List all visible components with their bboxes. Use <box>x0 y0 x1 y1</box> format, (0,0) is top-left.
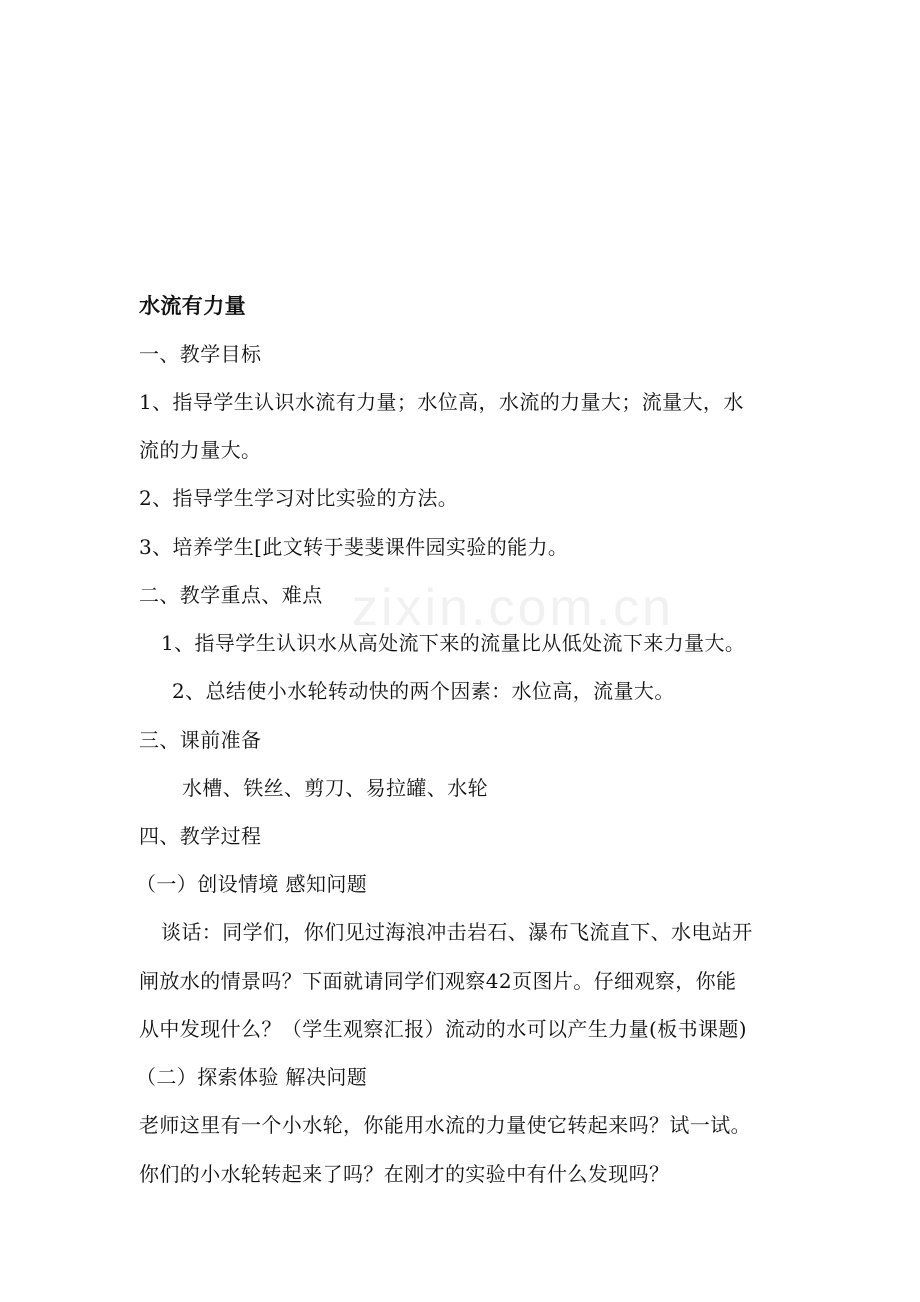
section-heading-objectives: 一、教学目标 <box>139 342 262 366</box>
paragraph-line: 2、总结使小水轮转动快的两个因素：水位高，流量大。 <box>172 679 675 703</box>
subsection-heading: （二）探索体验 解决问题 <box>136 1065 368 1089</box>
paragraph-line: 2、指导学生学习对比实验的方法。 <box>139 486 459 510</box>
paragraph-line: 谈话：同学们，你们见过海浪冲击岩石、瀑布飞流直下、水电站开 <box>161 920 753 944</box>
paragraph-line: 流的力量大。 <box>139 438 262 462</box>
paragraph-line: 闸放水的情景吗？下面就请同学们观察42页图片。仔细观察，你能 <box>139 969 737 993</box>
paragraph-line: 3、培养学生[此文转于斐斐课件园实验的能力。 <box>139 535 569 559</box>
paragraph-line: 1、指导学生认识水流有力量；水位高，水流的力量大；流量大，水 <box>139 390 744 414</box>
paragraph-line: 水槽、铁丝、剪刀、易拉罐、水轮 <box>182 776 488 800</box>
paragraph-line: 老师这里有一个小水轮，你能用水流的力量使它转起来吗？试一试。 <box>139 1113 751 1137</box>
watermark: zixin.com.cn <box>352 579 675 637</box>
paragraph-line: 从中发现什么？（学生观察汇报）流动的水可以产生力量(板书课题) <box>139 1017 748 1041</box>
paragraph-line: 你们的小水轮转起来了吗？在刚才的实验中有什么发现吗？ <box>139 1162 670 1186</box>
section-heading-key-points: 二、教学重点、难点 <box>139 583 323 607</box>
section-heading-process: 四、教学过程 <box>139 824 262 848</box>
subsection-heading: （一）创设情境 感知问题 <box>136 872 368 896</box>
section-heading-preparation: 三、课前准备 <box>139 728 262 752</box>
document-title: 水流有力量 <box>139 294 246 318</box>
paragraph-line: 1、指导学生认识水从高处流下来的流量比从低处流下来力量大。 <box>161 631 746 655</box>
